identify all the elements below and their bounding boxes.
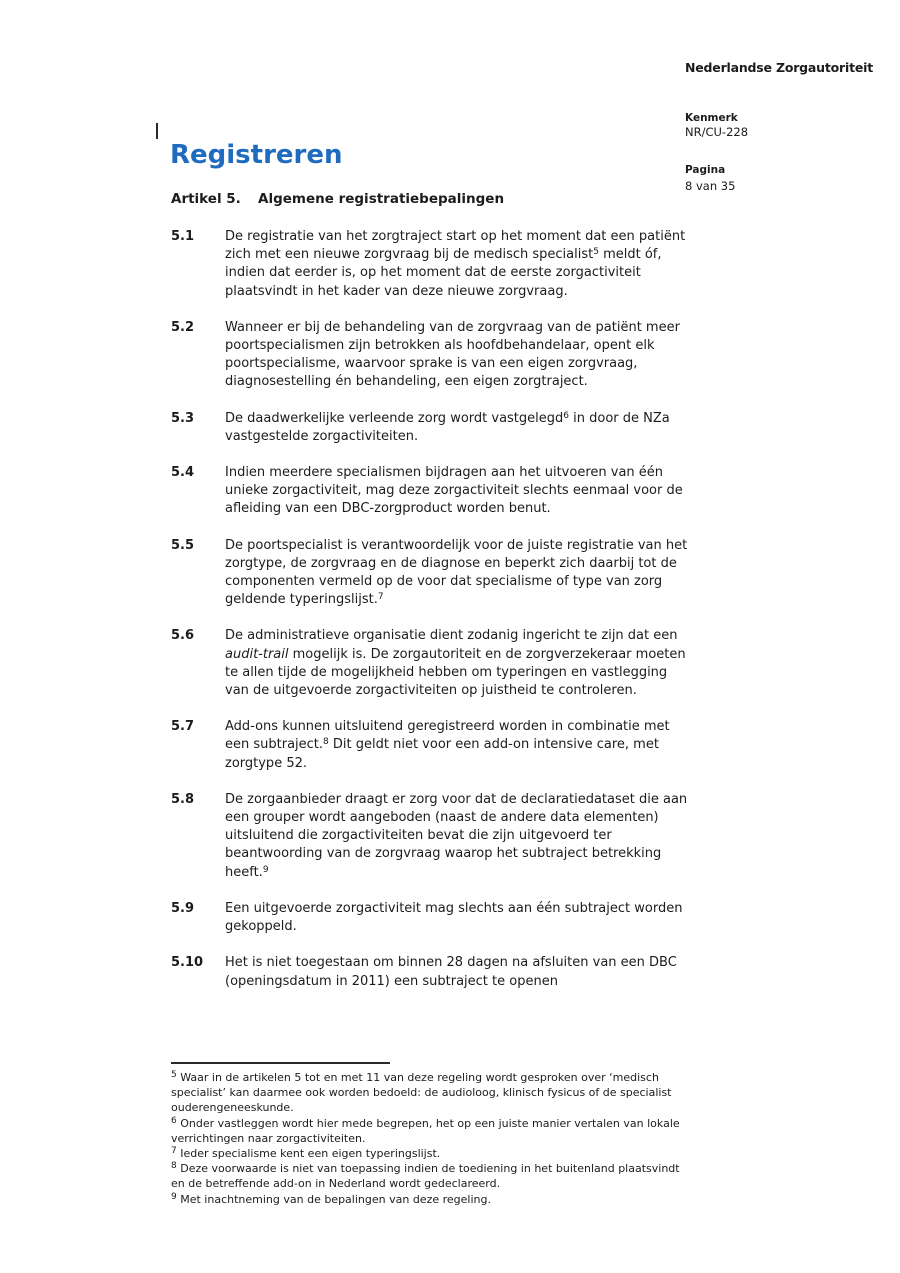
item-text — [225, 464, 694, 519]
footnote-marker: 6 — [171, 1115, 177, 1126]
item-text — [225, 228, 694, 301]
article-item — [171, 464, 694, 519]
footnote-marker: 9 — [171, 1191, 177, 1202]
footnote: $^5$ Waar in de artikelen 5 tot en met 11 van deze regeling wordt gesproken over ‘medisch specialist’ kan daarmee ook worden bedoeld: de audioloog, klinisch fysicus of de specialist ouderengeneeskunde. — [171, 1069, 672, 1115]
item-text — [225, 954, 694, 990]
footnotes-list — [171, 1070, 691, 1207]
item-number: 5.1 — [171, 229, 195, 244]
kenmerk-label: Kenmerk — [685, 112, 738, 124]
item-text — [225, 900, 694, 936]
item-number: 5.5 — [171, 537, 195, 553]
kenmerk-value: NR/CU-228 — [685, 125, 749, 139]
text-run: De administratieve organisatie dient zodanig ingericht te zijn dat een — [225, 628, 678, 644]
article-item — [171, 718, 694, 773]
footnote-reference: 9 — [262, 864, 269, 875]
page-title: Registreren — [170, 140, 343, 170]
pagina-value: 8 van 35 — [685, 179, 736, 193]
item-number: 5.7 — [171, 719, 195, 735]
article-item — [171, 319, 694, 392]
text-run: Indien meerdere specialismen bijdragen aan het uitvoeren van één unieke zorgactiviteit, mag deze zorgactiviteit slechts eenmaal voor de afleiding van een DBC-zorgproduct worden benut. — [225, 465, 683, 517]
text-run: De poortspecialist is verantwoordelijk voor de juiste registratie van het zorgtype, de zorgvraag en de diagnose en beperkt zich daarbij tot de componenten vermeld op de voor dat specialisme of type van zorg geldende typeringslijst. — [225, 537, 688, 608]
text-run: De registratie van het zorgtraject start op het moment dat een patiënt zich met een nieuwe zorgvraag bij de medisch specialist — [225, 229, 686, 263]
text-run: Add-ons kunnen uitsluitend geregistreerd worden in combinatie met een subtraject. — [225, 719, 670, 753]
footnote: $^7$ Ieder specialisme kent een eigen typeringslijst. — [171, 1145, 441, 1161]
text-run: audit-trail — [225, 646, 289, 662]
margin-change-bar — [156, 123, 158, 139]
article-item — [171, 900, 694, 936]
item-text — [225, 410, 694, 446]
text-run: De zorgaanbieder draagt er zorg voor dat de declaratiedataset die aan een grouper wordt aangeboden (naast de andere data elementen) uitsluitend die zorgactiviteiten bevat die zijn uitgevoerd ter beantwoording van de zorgvraag waarop het subtraject betrekking heeft. — [225, 791, 688, 880]
footnote-marker: 5 — [171, 1069, 177, 1080]
footnote-marker: 7 — [171, 1145, 177, 1156]
footnote-separator — [171, 1062, 390, 1064]
article-items — [171, 228, 694, 1009]
footnote-reference: 8 — [323, 737, 329, 748]
footnote-reference: 5 — [593, 247, 599, 258]
item-number: 5.10 — [171, 955, 204, 971]
item-text — [225, 718, 694, 773]
footnote-reference: 7 — [377, 592, 384, 603]
text-run: Dit geldt niet voor een add-on intensive care, met zorgtype 52. — [225, 737, 659, 771]
text-run: mogelijk is. De zorgautoriteit en de zorgverzekeraar moeten te allen tijde de mogelijkheid hebben om typeringen en vastlegging van de uitgevoerde zorgactiviteiten op juistheid te controleren. — [225, 646, 686, 699]
article-item — [171, 791, 694, 882]
article-item — [171, 537, 694, 610]
item-text — [225, 537, 694, 610]
text-run: De daadwerkelijke verleende zorg wordt vastgelegd — [225, 410, 564, 426]
article-title: Algemene registratiebepalingen — [258, 191, 505, 207]
item-number: 5.2 — [171, 319, 195, 335]
text-run: in door de NZa vastgestelde zorgactiviteiten. — [225, 410, 670, 444]
article-item — [171, 627, 694, 700]
article-number: Artikel 5. — [171, 191, 241, 207]
item-text — [225, 319, 694, 392]
pagina-label: Pagina — [685, 164, 726, 176]
item-text — [225, 791, 694, 882]
text-run: Wanneer er bij de behandeling van de zorgvraag van de patiënt meer poortspecialismen zijn betrokken als hoofdbehandelaar, opent elk poortspecialisme, waarvoor sprake is van een eigen zorgvraag, diagnosestelling én behandeling, een eigen zorgtraject. — [225, 319, 680, 390]
item-number: 5.8 — [171, 791, 195, 807]
text-run: meldt óf, indien dat eerder is, op het moment dat de eerste zorgactiviteit plaatsvindt in het kader van deze nieuwe zorgvraag. — [225, 247, 662, 299]
article-item — [171, 410, 694, 446]
organization-name: Nederlandse Zorgautoriteit — [685, 60, 873, 75]
item-number: 5.6 — [171, 628, 195, 644]
text-run: Een uitgevoerde zorgactiviteit mag slechts aan één subtraject worden gekoppeld. — [225, 900, 683, 935]
footnote: $^6$ Onder vastleggen wordt hier mede begrepen, het op een juiste manier vertalen van lokale verrichtingen naar zorgactiviteiten. — [171, 1115, 680, 1145]
item-number: 5.4 — [171, 465, 195, 481]
footnote-marker: 8 — [171, 1161, 177, 1172]
item-number: 5.3 — [171, 410, 195, 426]
article-item — [171, 228, 694, 301]
text-run: Het is niet toegestaan om binnen 28 dagen na afsluiten van een DBC (openingsdatum in 2011) een subtraject te openen — [225, 955, 677, 989]
article-heading — [171, 191, 504, 207]
footnote: $^8$ Deze voorwaarde is niet van toepassing indien de toediening in het buitenland plaatsvindt en de betreffende add-on in Nederland wordt gedeclareerd. — [171, 1161, 680, 1191]
item-text — [225, 627, 694, 700]
item-number: 5.9 — [171, 900, 195, 916]
footnote-reference: 6 — [563, 410, 570, 421]
footnote: $^9$ Met inachtneming van de bepalingen van deze regeling. — [171, 1191, 491, 1206]
article-item — [171, 954, 694, 990]
